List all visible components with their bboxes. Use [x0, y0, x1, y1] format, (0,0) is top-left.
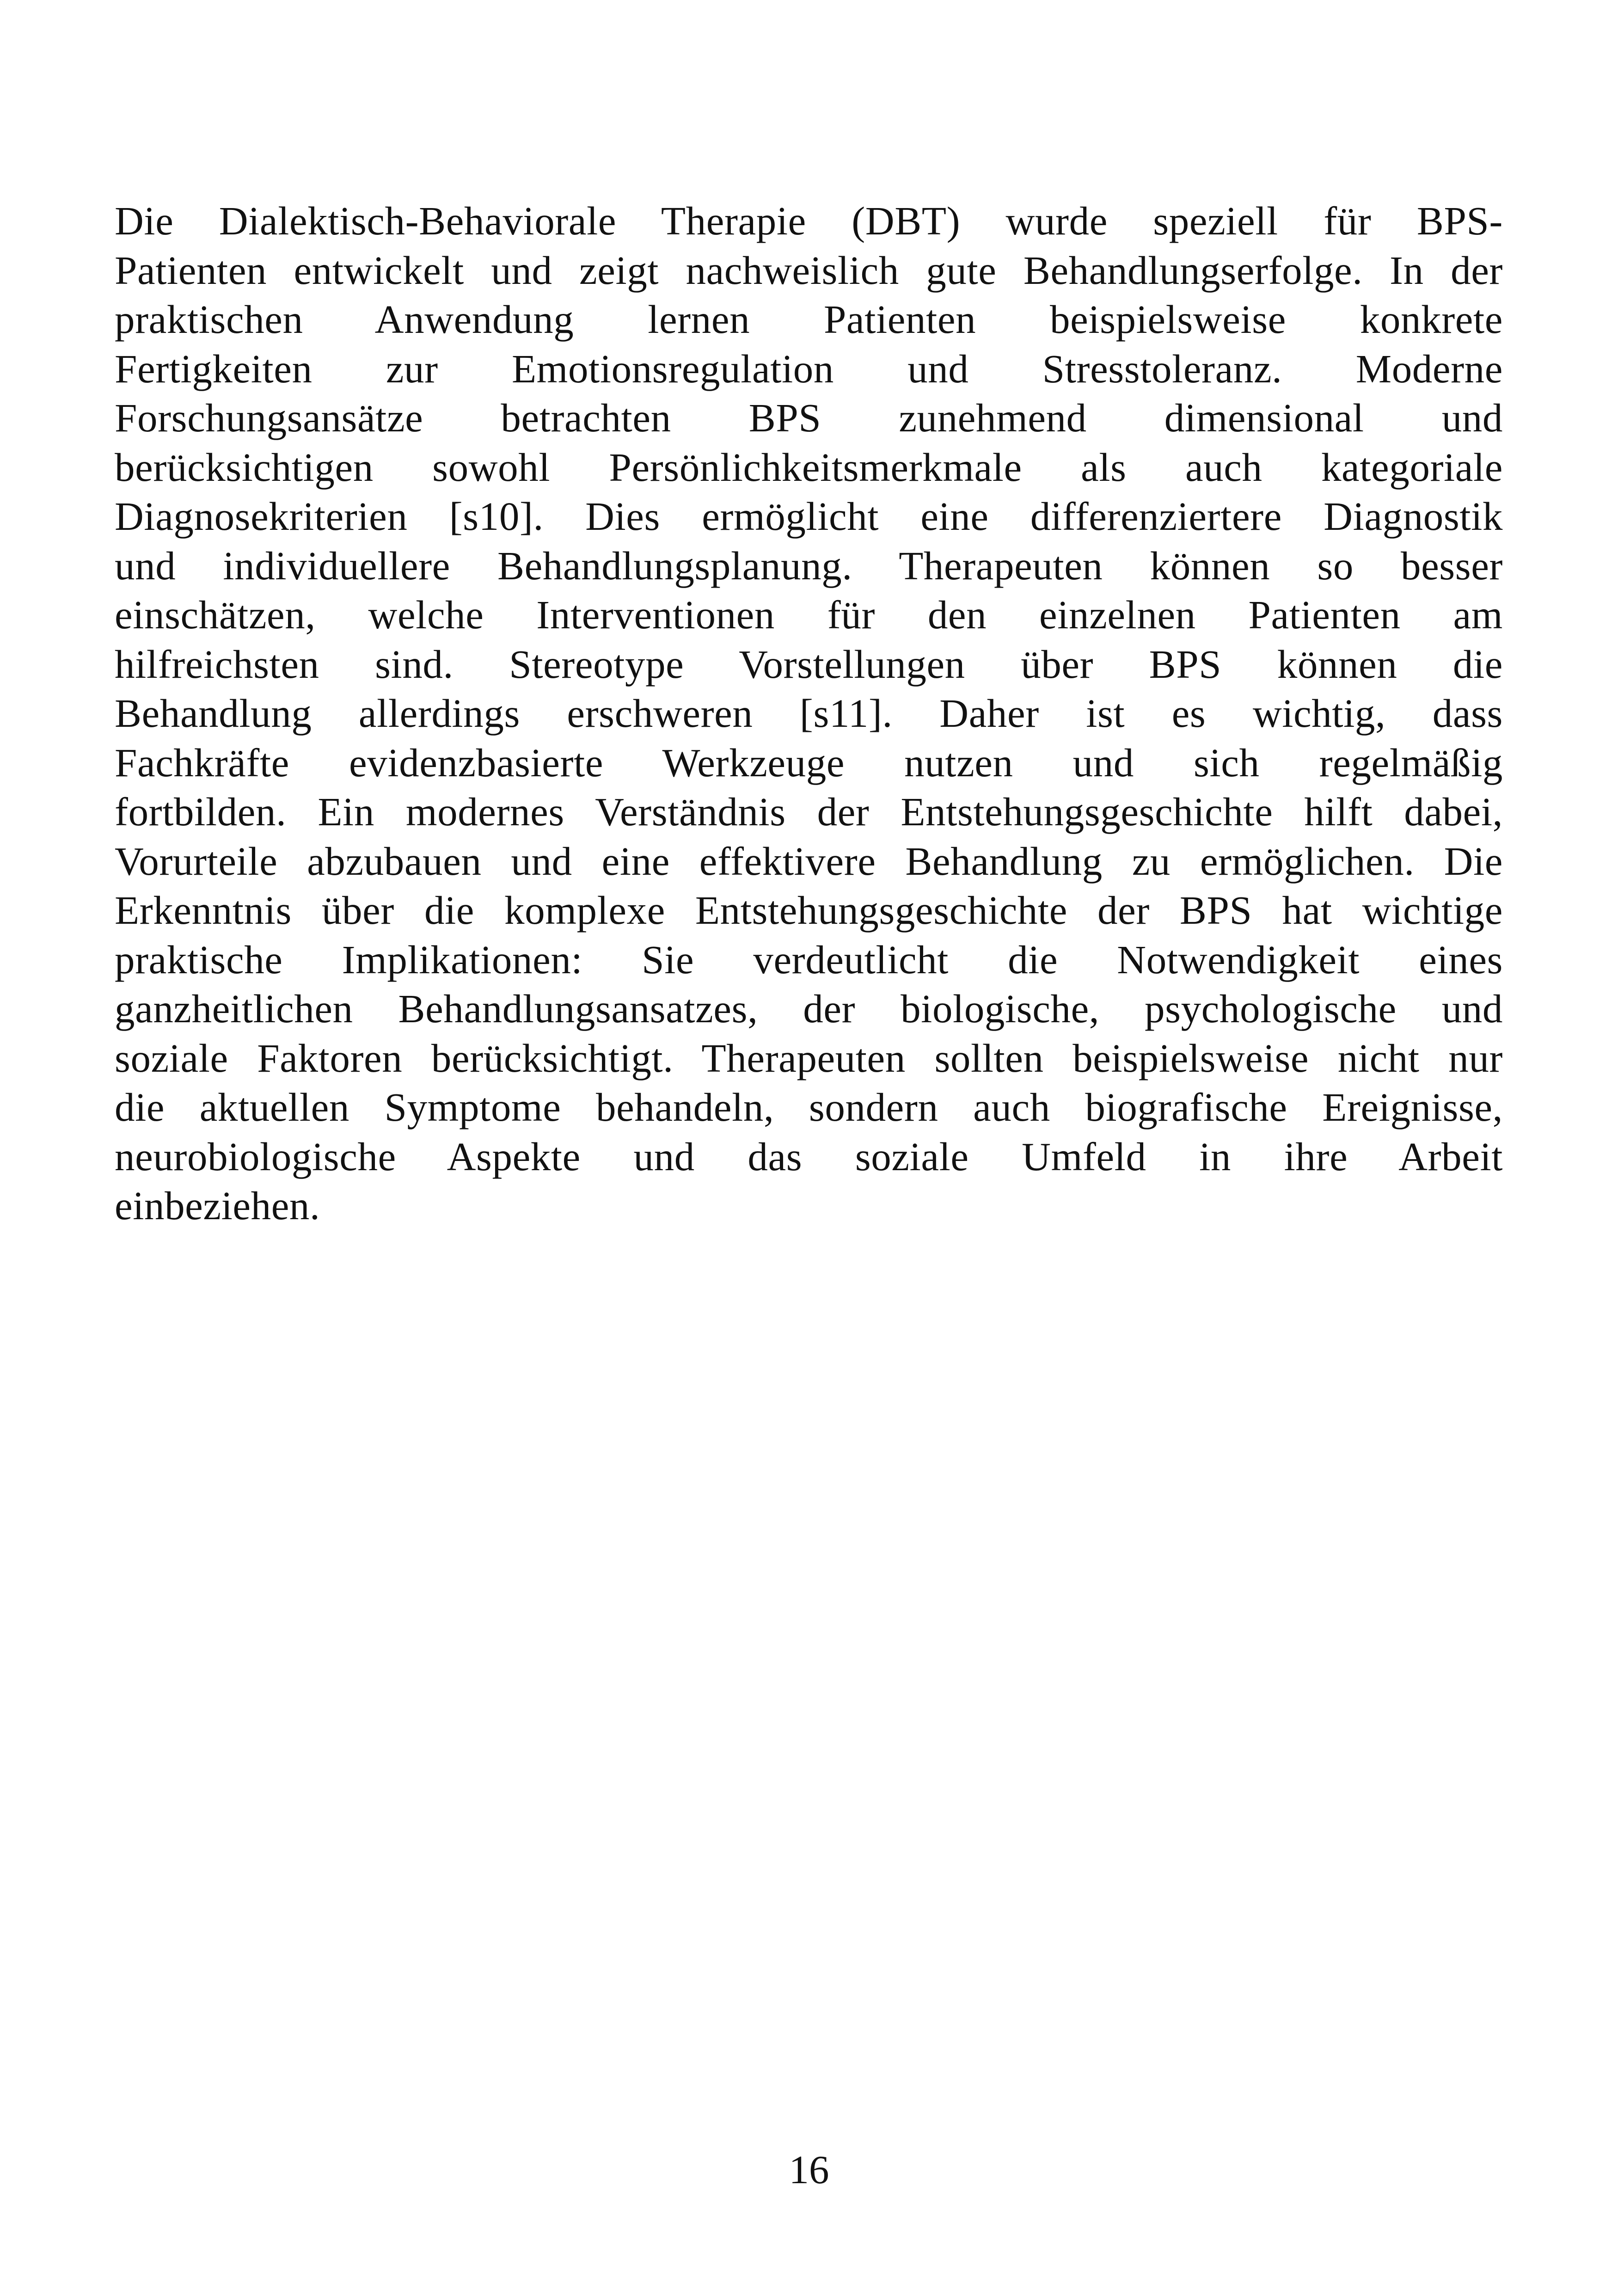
- text-line: fortbilden. Ein modernes Verständnis der Entstehungsgeschichte hilft dabei,: [115, 789, 1503, 834]
- text-line: Vorurteile abzubauen und eine effektivere Behandlung zu ermöglichen. Die: [115, 838, 1503, 884]
- page-number: 16: [789, 2147, 829, 2192]
- text-line-last: einbeziehen.: [115, 1183, 320, 1228]
- text-line: einschätzen, welche Interventionen für den einzelnen Patienten am: [115, 592, 1503, 637]
- body-paragraph: [115, 196, 1503, 1231]
- text-line: praktische Implikationen: Sie verdeutlicht die Notwendigkeit eines: [115, 937, 1503, 982]
- text-line: Diagnosekriterien [s10]. Dies ermöglicht eine differenziertere Diagnostik: [115, 494, 1503, 539]
- text-line: Fachkräfte evidenzbasierte Werkzeuge nutzen und sich regelmäßig: [115, 740, 1503, 785]
- text-line: die aktuellen Symptome behandeln, sondern auch biografische Ereignisse,: [115, 1085, 1503, 1130]
- text-line: Patienten entwickelt und zeigt nachweislich gute Behandlungserfolge. In der: [115, 247, 1503, 293]
- text-line: praktischen Anwendung lernen Patienten beispielsweise konkrete: [115, 297, 1503, 342]
- text-line: berücksichtigen sowohl Persönlichkeitsmerkmale als auch kategoriale: [115, 444, 1503, 490]
- text-line: und individuellere Behandlungsplanung. Therapeuten können so besser: [115, 543, 1503, 588]
- text-line: neurobiologische Aspekte und das soziale Umfeld in ihre Arbeit: [115, 1134, 1503, 1179]
- text-line: Erkenntnis über die komplexe Entstehungsgeschichte der BPS hat wichtige: [115, 888, 1503, 933]
- text-line: hilfreichsten sind. Stereotype Vorstellungen über BPS können die: [115, 641, 1503, 687]
- text-line: Fertigkeiten zur Emotionsregulation und Stresstoleranz. Moderne: [115, 346, 1503, 391]
- text-line: ganzheitlichen Behandlungsansatzes, der biologische, psychologische und: [115, 986, 1503, 1031]
- text-line: Behandlung allerdings erschweren [s11]. Daher ist es wichtig, dass: [115, 691, 1503, 736]
- text-line: Die Dialektisch-Behaviorale Therapie (DBT) wurde speziell für BPS-: [115, 198, 1503, 243]
- text-line: soziale Faktoren berücksichtigt. Therapeuten sollten beispielsweise nicht nur: [115, 1035, 1503, 1080]
- text-line: Forschungsansätze betrachten BPS zunehmend dimensional und: [115, 395, 1503, 440]
